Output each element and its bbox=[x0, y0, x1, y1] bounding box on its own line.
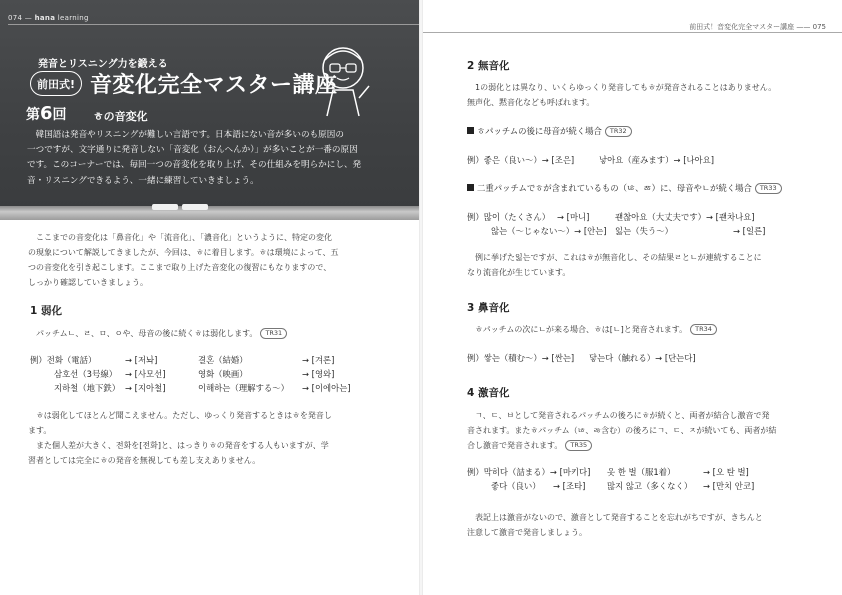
example-item: 괜찮아요（大丈夫です）→ [괜차나요] bbox=[615, 212, 755, 222]
example-row bbox=[30, 368, 410, 382]
example-word: 삼호선（3号線） bbox=[54, 369, 118, 379]
chalk-piece-icon bbox=[182, 204, 208, 210]
section4-description bbox=[467, 408, 776, 453]
header-rule bbox=[421, 32, 842, 33]
note-line: ㅎは弱化してほとんど聞こえません。ただし、ゆっくり発音するときはㅎを発音し bbox=[28, 411, 332, 420]
example-item: 잃는（失う〜） bbox=[615, 226, 674, 236]
section-heading-aspiration: 4 激音化 bbox=[467, 387, 510, 399]
example-item: 않는（〜じゃない〜）→ [안는] bbox=[491, 226, 607, 236]
square-bullet-icon bbox=[467, 184, 474, 191]
section2-notes bbox=[467, 250, 762, 280]
example-row bbox=[467, 466, 837, 480]
example-row bbox=[467, 352, 837, 366]
track-label: TR35 bbox=[565, 440, 592, 451]
section3-description bbox=[467, 322, 717, 337]
brand-suffix: learning bbox=[57, 14, 89, 22]
right-running-head: 前田式！音変化完全マスター講座 —— 075 bbox=[689, 23, 826, 31]
example-pronunciation: → [이에아는] bbox=[302, 383, 351, 393]
page-number-left: 074 bbox=[8, 14, 23, 22]
example-row bbox=[467, 154, 837, 168]
note-line: ます。 bbox=[28, 426, 52, 435]
note-line: 注意して激音で発音しましょう。 bbox=[467, 528, 587, 537]
desc-line: 1の弱化とは異なり、いくらゆっくり発音してもㅎが発音されることはありません。 bbox=[467, 83, 777, 92]
example-word: 결혼（結婚） bbox=[198, 355, 248, 365]
note-line: 表記上は激音がないので、激音として発音することを忘れがちですが、きちんと bbox=[467, 513, 763, 522]
header-rule bbox=[8, 24, 420, 25]
example-item: 옷 한 벌（服1着） bbox=[607, 467, 676, 477]
example-pronunciation: → [영와] bbox=[302, 369, 335, 379]
chalk-tray bbox=[0, 206, 421, 220]
intro-line: 音・リスニングできるよう、一緒に練習していきましょう。 bbox=[27, 175, 259, 186]
teacher-illustration-icon bbox=[313, 38, 373, 118]
example-word: 이해하는（理解する〜） bbox=[198, 383, 289, 393]
example-item: 例）좋은（良い〜）→ [조은] bbox=[467, 155, 575, 165]
lead-line: ここまでの音変化は「鼻音化」や「流音化」、「濃音化」というように、特定の変化 bbox=[28, 233, 332, 242]
subheading-case2 bbox=[467, 182, 782, 194]
desc-text: ㅎパッチムの次にㄴが来る場合、ㅎは[ㄴ]と発音されます。 bbox=[467, 325, 688, 334]
section1-desc-text: パッチムㄴ、ㄹ、ㅁ、ㅇや、母音の後に続くㅎは弱化します。 bbox=[28, 329, 258, 338]
example-word: 例）전화（電話） bbox=[30, 355, 97, 365]
example-item: 많지 않고（多くなく） bbox=[607, 481, 693, 491]
note-line: また個人差が大きく、전화を[전화]と、はっきりㅎの発音をする人もいますが、学 bbox=[28, 441, 329, 450]
example-item: 例）막히다（詰まる）→ [마키다] bbox=[467, 467, 591, 477]
example-row bbox=[467, 480, 837, 494]
track-label: TR34 bbox=[690, 324, 717, 335]
episode-prefix: 第 bbox=[26, 107, 40, 123]
right-page bbox=[421, 0, 842, 595]
lead-line: の現象について解説してきましたが、今回は、ㅎに着目します。ㅎは環境によって、五 bbox=[28, 248, 339, 257]
episode-topic: ㅎの音変化 bbox=[93, 110, 148, 123]
example-pronunciation: → [일른] bbox=[733, 226, 766, 236]
lead-line: しっかり確認していきましょう。 bbox=[28, 278, 148, 287]
example-pronunciation: → [오 탄 벌] bbox=[703, 467, 749, 477]
section-heading-silencing: 2 無音化 bbox=[467, 60, 510, 72]
example-pronunciation: → [만치 안코] bbox=[703, 481, 755, 491]
example-item: 例）많이（たくさん） bbox=[467, 212, 551, 222]
episode-num: 6 bbox=[40, 103, 53, 124]
section1-description bbox=[28, 326, 287, 341]
example-item: 닿는다（触れる）→ [단는다] bbox=[589, 353, 696, 363]
example-item: 낳아요（産みます）→ [나아요] bbox=[599, 155, 715, 165]
brand-name: hana bbox=[34, 14, 56, 22]
book-gutter bbox=[419, 0, 423, 595]
track-label: TR31 bbox=[260, 328, 287, 339]
lead-line: つの音変化を引き起こします。ここまで取り上げた音変化の復習にもなりますので、 bbox=[28, 263, 332, 272]
example-pronunciation: → [사모선] bbox=[125, 369, 166, 379]
desc-line: 音されます。またㅎパッチム（ㄶ、ㅀ含む）の後ろにㄱ、ㄷ、ㅈが続いても、両者が結 bbox=[467, 426, 777, 435]
desc-line: 無声化、黙音化なども呼ばれます。 bbox=[467, 98, 595, 107]
note-line: なり流音化が生じています。 bbox=[467, 268, 571, 277]
series-title: 音変化完全マスター講座 bbox=[90, 73, 338, 98]
lead-paragraph bbox=[28, 230, 339, 290]
section1-notes bbox=[28, 408, 332, 468]
section-heading-weakening: 1 弱化 bbox=[30, 305, 62, 317]
track-label: TR33 bbox=[755, 183, 782, 194]
example-row bbox=[467, 211, 837, 225]
episode-number bbox=[26, 103, 67, 124]
example-item: 例）쌓는（積む〜）→ [싼는] bbox=[467, 353, 575, 363]
example-row bbox=[467, 225, 837, 239]
desc-line-with-track bbox=[467, 438, 776, 453]
series-kicker: 発音とリスニング力を鍛える bbox=[38, 59, 168, 70]
chalk-piece-icon bbox=[152, 204, 178, 210]
section-heading-nasalization: 3 鼻音化 bbox=[467, 302, 510, 314]
example-pronunciation: → [겨론] bbox=[302, 355, 335, 365]
left-running-head: 074 — hana learning bbox=[8, 14, 89, 22]
square-bullet-icon bbox=[467, 127, 474, 134]
example-pronunciation: → [마니] bbox=[557, 212, 590, 222]
example-item: 좋다（良い） bbox=[491, 481, 541, 491]
section4-notes bbox=[467, 510, 763, 540]
subheading-text: ㅎパッチムの後に母音が続く場合 bbox=[477, 126, 602, 136]
example-word: 영화（映画） bbox=[198, 369, 248, 379]
intro-line: です。このコーナーでは、毎回一つの音変化を取り上げ、その仕組みを明らかにし、発 bbox=[27, 160, 362, 171]
track-label: TR32 bbox=[605, 126, 632, 137]
note-line: 習者としては完全にㅎの発音を無視しても差し支えありません。 bbox=[28, 456, 261, 465]
subheading-case1 bbox=[467, 125, 632, 137]
desc-line: 合し激音で発音されます。 bbox=[467, 441, 563, 450]
section2-description bbox=[467, 80, 776, 110]
intro-line: 韓国語は発音やリスニングが難しい言語です。日本語にない音が多いのも原因の bbox=[27, 130, 344, 140]
intro-line: 一つですが、文字通りに発音しない「音変化（おんへんか）」が多いことが一番の原因 bbox=[27, 145, 358, 156]
desc-line: ㄱ、ㄷ、ㅂとして発音されるパッチムの後ろにㅎが続くと、両者が結合し激音で発 bbox=[467, 411, 770, 420]
chalkboard-header bbox=[0, 0, 421, 213]
example-pronunciation: → [조타] bbox=[553, 481, 586, 491]
subheading-text: 二重パッチムでㅎが含まれているもの（ㄶ、ㅀ）に、母音やㄴが続く場合 bbox=[477, 183, 752, 193]
maeda-badge: 前田式! bbox=[30, 71, 82, 96]
note-line: 例に挙げた잃는ですが、これはㅎが無音化し、その結果ㄹとㄴが連続することに bbox=[467, 253, 762, 262]
episode-suffix: 回 bbox=[52, 107, 67, 123]
example-row bbox=[30, 382, 410, 396]
intro-paragraph bbox=[27, 128, 387, 189]
example-pronunciation: → [저놔] bbox=[125, 355, 158, 365]
example-word: 지하철（地下鉄） bbox=[54, 383, 121, 393]
example-row bbox=[30, 354, 410, 368]
example-pronunciation: → [지아철] bbox=[125, 383, 166, 393]
